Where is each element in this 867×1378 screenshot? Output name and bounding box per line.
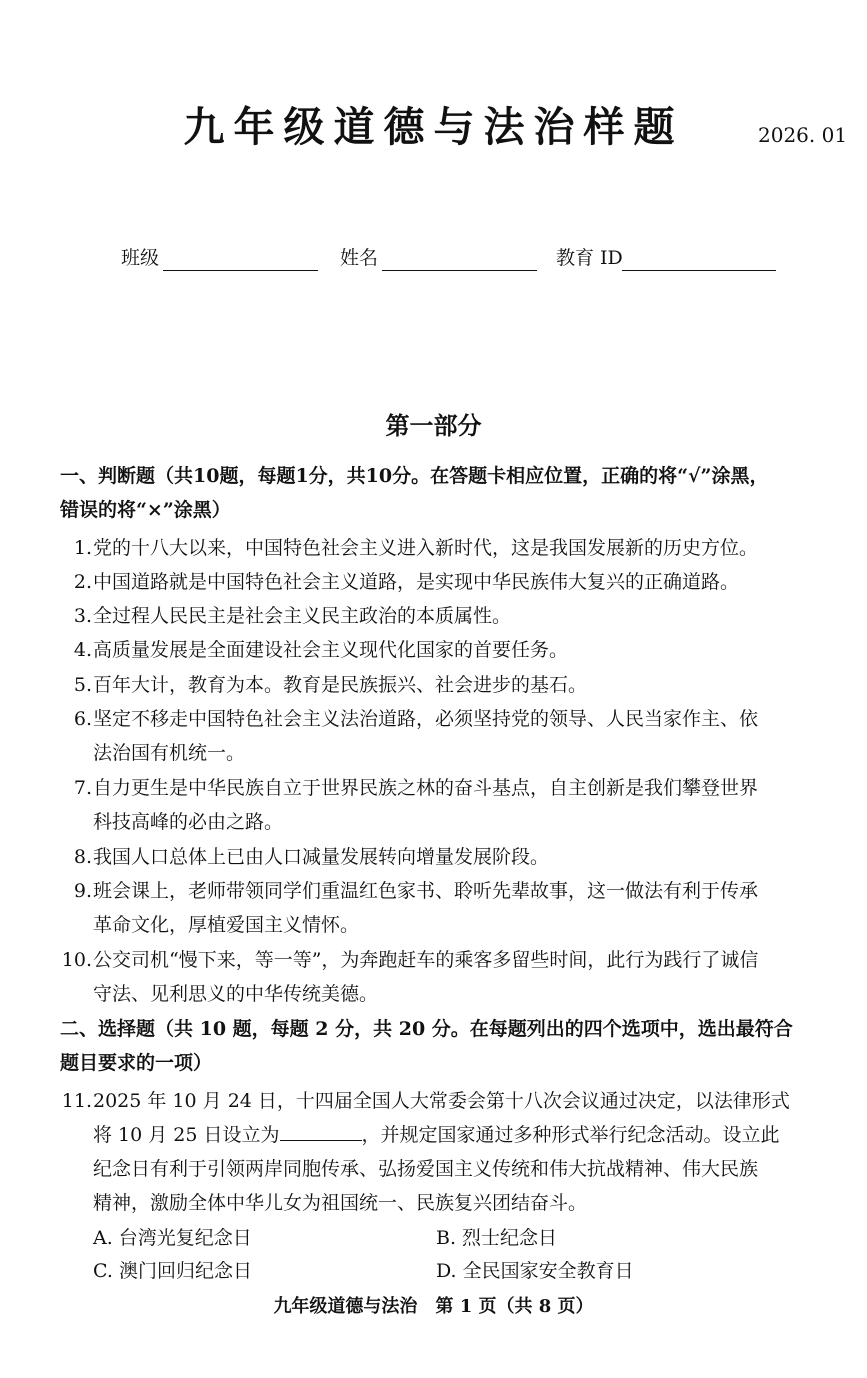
question-text: 自力更生是中华民族自立于世界民族之林的奋斗基点，自主创新是我们攀登世界 <box>93 777 759 799</box>
section1-heading: 一、判断题（共10题，每题1分，共10分。在答题卡相应位置，正确的将“√”涂黑， <box>60 465 769 487</box>
name-label: 姓名 <box>340 247 379 269</box>
question-number: 1. <box>73 537 92 559</box>
question-number: 7. <box>73 777 92 799</box>
section1-heading-cont: 错误的将“×”涂黑） <box>60 499 231 521</box>
question-text-line2 <box>93 1118 839 1152</box>
question-number: 11. <box>61 1090 92 1112</box>
question-text-cont: 法治国有机统一。 <box>93 742 246 764</box>
question-text-cont: 革命文化，厚植爱国主义情怀。 <box>93 914 360 936</box>
question-number: 4. <box>73 639 92 661</box>
question-text: 百年大计，教育为本。教育是民族振兴、社会进步的基石。 <box>93 674 588 696</box>
section2-heading: 二、选择题（共 10 题，每题 2 分，共 20 分。在每题列出的四个选项中，选出最符合 <box>60 1018 793 1040</box>
question-number: 9. <box>73 880 92 902</box>
question-number: 5. <box>73 674 92 696</box>
question-text-line3: 纪念日有利于引领两岸同胞传承、弘扬爱国主义传统和伟大抗战精神、伟大民族 <box>93 1158 759 1180</box>
question-number: 3. <box>73 605 92 627</box>
question-number: 2. <box>73 571 92 593</box>
class-field[interactable] <box>163 270 318 271</box>
page-title: 九年级道德与法治样题 <box>183 103 684 151</box>
question-text-cont: 守法、见利思义的中华传统美德。 <box>93 983 379 1005</box>
id-label: 教育 ID <box>556 247 623 269</box>
question-text: 党的十八大以来，中国特色社会主义进入新时代，这是我国发展新的历史方位。 <box>93 537 759 559</box>
question-text-part: ，并规定国家通过多种形式举行纪念活动。设立此 <box>361 1124 780 1146</box>
question-text-part: 将 10 月 25 日设立为 <box>93 1124 280 1146</box>
class-label: 班级 <box>121 247 160 269</box>
question-text: 公交司机“慢下来，等一等”，为奔跑赶车的乘客多留些时间，此行为践行了诚信 <box>93 949 759 971</box>
question-text: 坚定不移走中国特色社会主义法治道路，必须坚持党的领导、人民当家作主、依 <box>93 708 759 730</box>
part-title: 第一部分 <box>385 411 482 440</box>
answer-blank <box>280 1122 362 1141</box>
question-number: 10. <box>61 949 92 971</box>
question-text: 我国人口总体上已由人口减量发展转向增量发展阶段。 <box>93 846 550 868</box>
id-field[interactable] <box>622 270 776 271</box>
question-text: 2025 年 10 月 24 日，十四届全国人大常委会第十八次会议通过决定，以法律形式 <box>93 1090 790 1112</box>
question-text: 高质量发展是全面建设社会主义现代化国家的首要任务。 <box>93 639 569 661</box>
section2-heading-cont: 题目要求的一项） <box>60 1052 213 1074</box>
option-a[interactable]: A. 台湾光复纪念日 <box>93 1227 252 1249</box>
option-b[interactable]: B. 烈士纪念日 <box>436 1227 558 1249</box>
question-text: 中国道路就是中国特色社会主义道路，是实现中华民族伟大复兴的正确道路。 <box>93 571 740 593</box>
option-c[interactable]: C. 澳门回归纪念日 <box>93 1260 252 1282</box>
question-text-line4: 精神，激励全体中华儿女为祖国统一、民族复兴团结奋斗。 <box>93 1192 588 1214</box>
question-number: 6. <box>73 708 92 730</box>
question-text: 班会课上，老师带领同学们重温红色家书、聆听先辈故事，这一做法有利于传承 <box>93 880 759 902</box>
question-text: 全过程人民民主是社会主义民主政治的本质属性。 <box>93 605 512 627</box>
question-number: 8. <box>73 846 92 868</box>
exam-date: 2026. 01 <box>758 123 848 147</box>
question-text-cont: 科技高峰的必由之路。 <box>93 811 284 833</box>
name-field[interactable] <box>382 270 537 271</box>
page-footer: 九年级道德与法治 第 1 页（共 8 页） <box>273 1296 594 1317</box>
option-d[interactable]: D. 全民国家安全教育日 <box>436 1260 634 1282</box>
